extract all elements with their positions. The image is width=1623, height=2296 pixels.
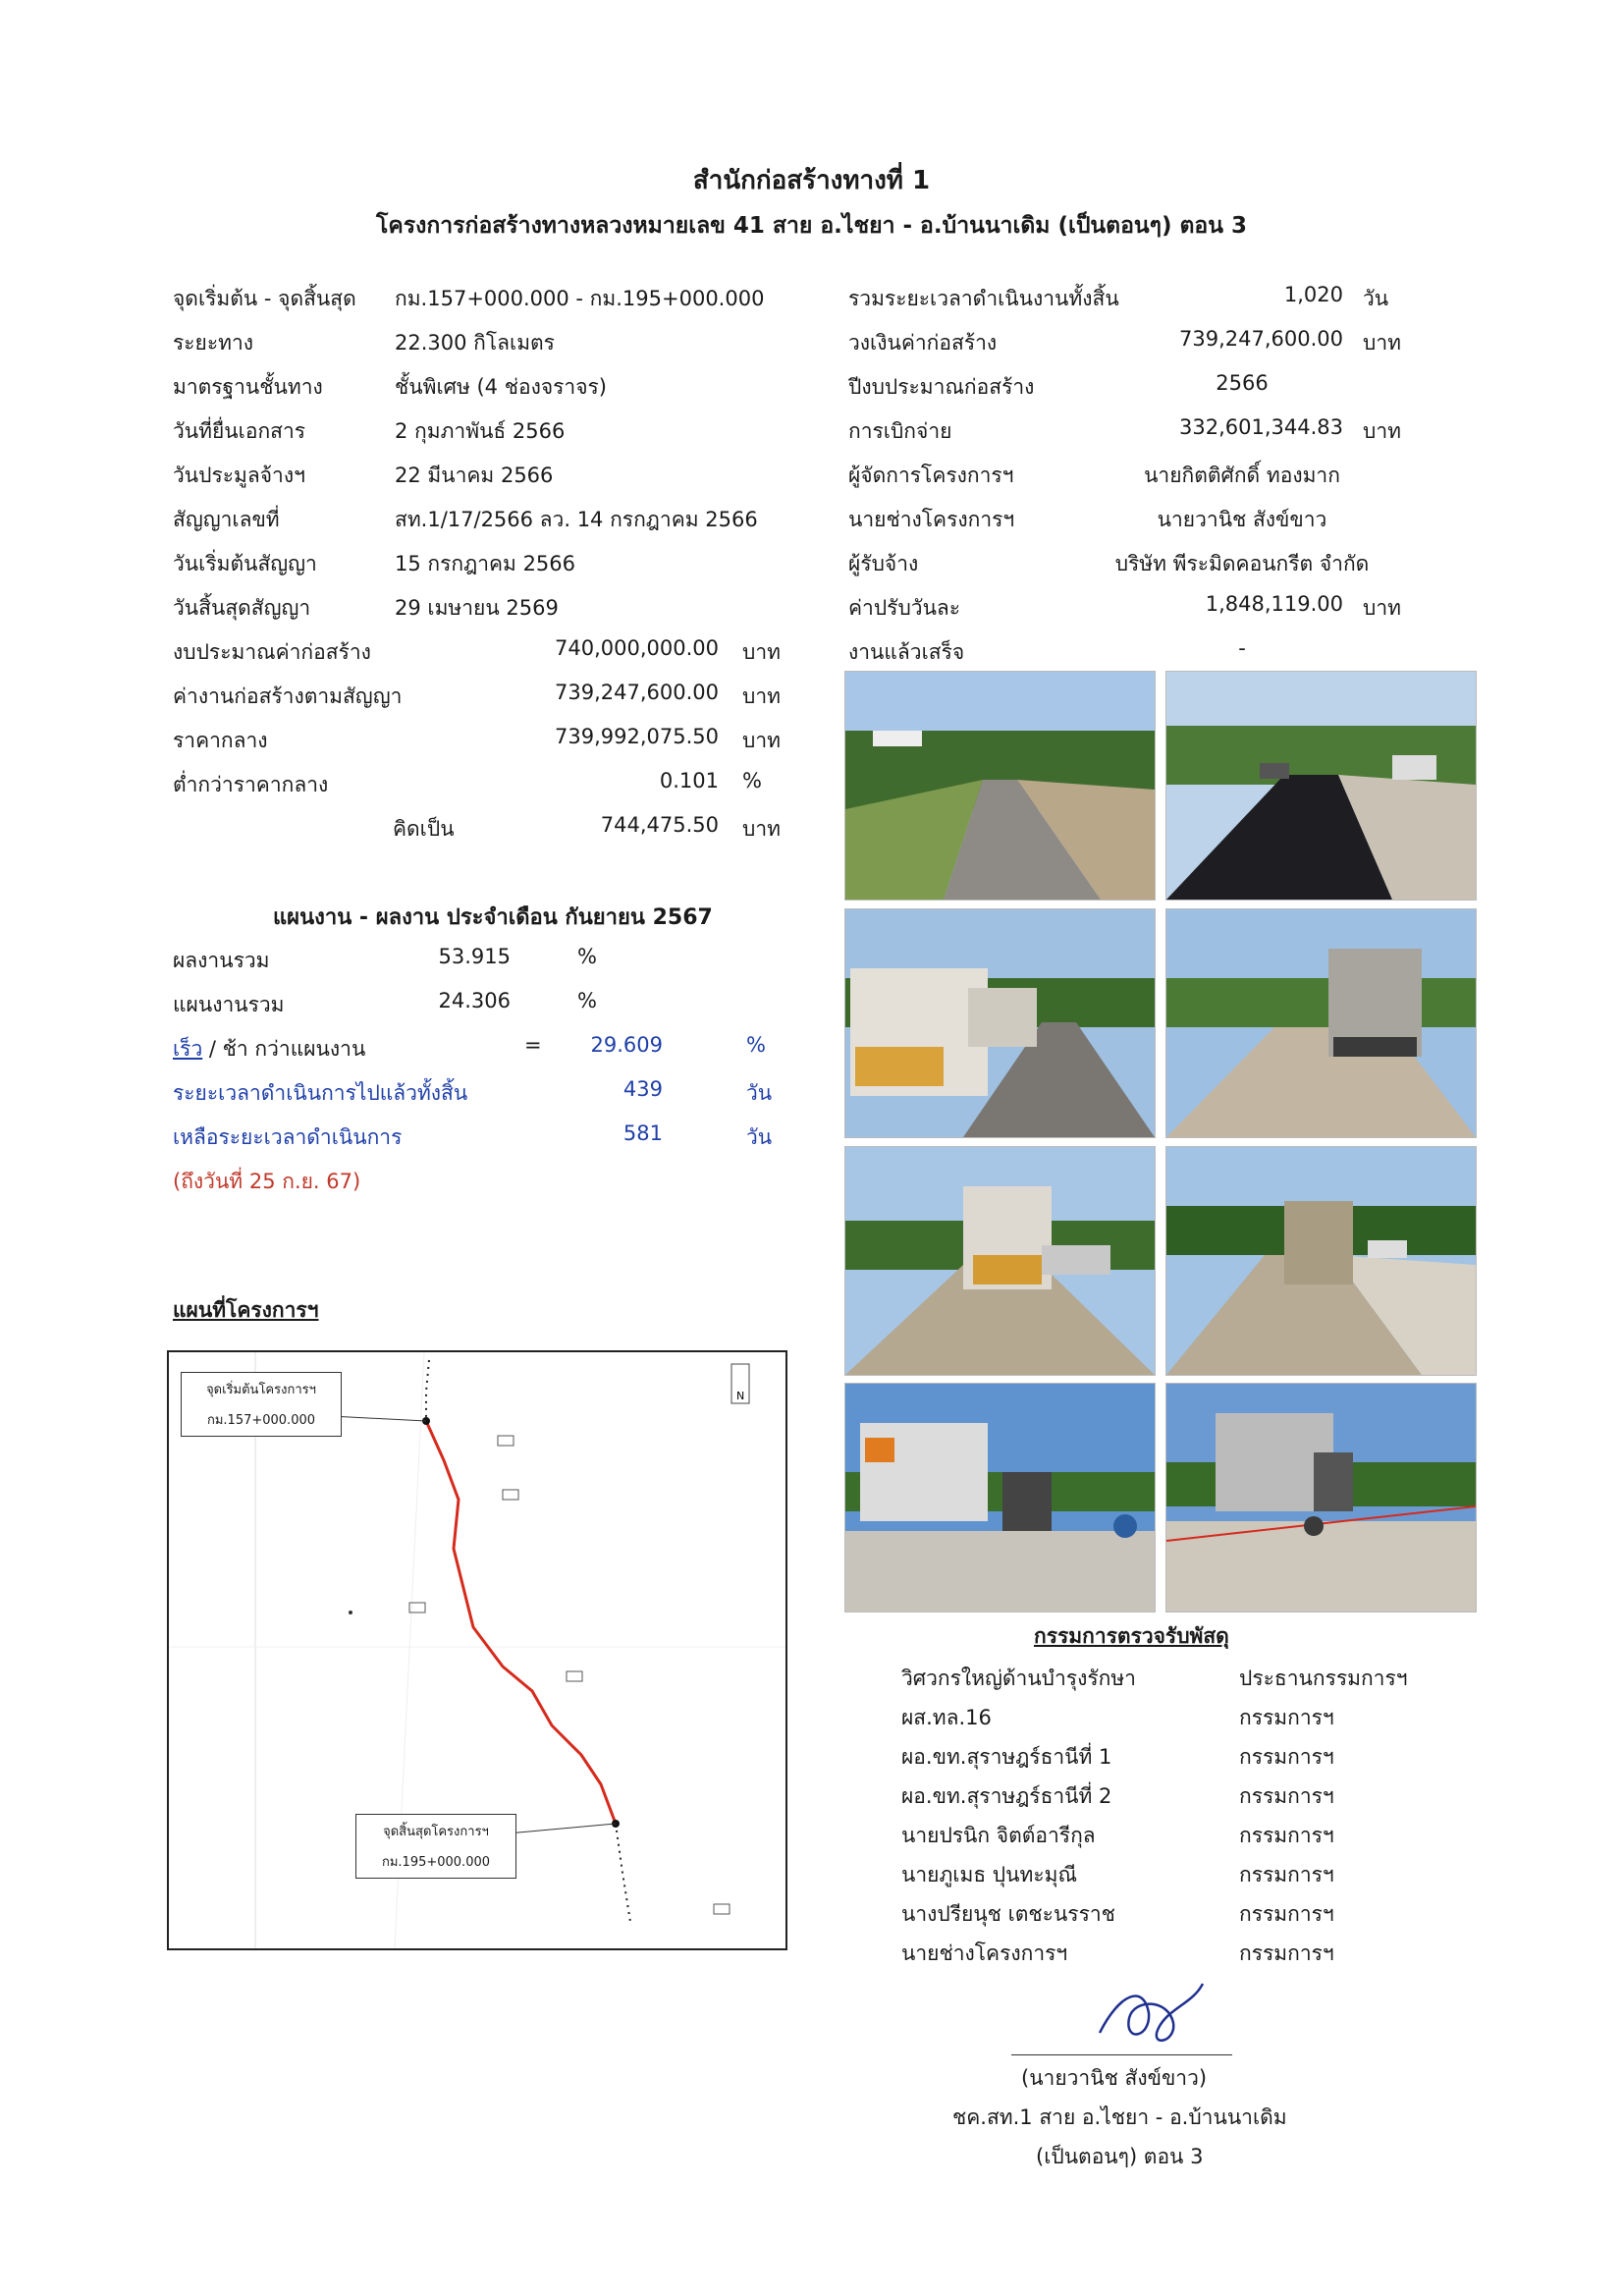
plan-label: แผนงานรวม bbox=[173, 993, 285, 1016]
committee-member-name: ผอ.ขท.สุราษฎร์ธานีที่ 2 bbox=[901, 1784, 1112, 1808]
elapsed-value: 439 bbox=[622, 1077, 663, 1101]
map-start-label bbox=[181, 1372, 342, 1437]
actual-label: ผลงานรวม bbox=[173, 949, 270, 972]
committee-member-role: กรรมการฯ bbox=[1239, 1706, 1334, 1729]
signatory-name: (นายวานิช สังข์ขาว) bbox=[1021, 2066, 1208, 2090]
info-value: 29 เมษายน 2569 bbox=[395, 596, 559, 620]
right-info-value: 2566 bbox=[1216, 371, 1269, 395]
photo-paver-2 bbox=[1165, 1383, 1477, 1613]
plan-value: 24.306 bbox=[438, 989, 511, 1012]
info-value: สท.1/17/2566 ลว. 14 กรกฎาคม 2566 bbox=[395, 508, 758, 531]
info-label: มาตรฐานชั้นทาง bbox=[173, 375, 323, 399]
map-heading: แผนที่โครงการฯ bbox=[173, 1298, 319, 1322]
right-info-label: นายช่างโครงการฯ bbox=[848, 508, 1015, 531]
map-end-label bbox=[355, 1814, 516, 1879]
diff-value: 29.609 bbox=[590, 1033, 663, 1057]
right-info-label: ผู้จัดการโครงการฯ bbox=[848, 464, 1014, 487]
info-label: วันประมูลจ้างฯ bbox=[173, 464, 305, 487]
map-end-title: จุดสิ้นสุดโครงการฯ bbox=[383, 1825, 489, 1839]
map-start-title: จุดเริ่มต้นโครงการฯ bbox=[206, 1383, 316, 1397]
actual-value: 53.915 bbox=[438, 945, 511, 968]
right-info-label: รวมระยะเวลาดำเนินงานทั้งสิ้น bbox=[848, 287, 1119, 310]
committee-member-name: นายช่างโครงการฯ bbox=[901, 1941, 1068, 1965]
info-value: 15 กรกฎาคม 2566 bbox=[395, 552, 576, 575]
project-map bbox=[167, 1350, 787, 1950]
svg-text:N: N bbox=[736, 1390, 745, 1402]
committee-member-name: นายภูเมธ ปุนทะมุณี bbox=[901, 1863, 1077, 1886]
committee-member-name: วิศวกรใหญ่ด้านบำรุงรักษา bbox=[901, 1667, 1136, 1690]
signature-line bbox=[1011, 2054, 1232, 2055]
photo-milling-machine bbox=[844, 908, 1156, 1138]
photo-roller-2 bbox=[1165, 1146, 1477, 1376]
committee-member-role: กรรมการฯ bbox=[1239, 1745, 1334, 1769]
amount-label: งบประมาณค่าก่อสร้าง bbox=[173, 640, 371, 664]
committee-member-role: กรรมการฯ bbox=[1239, 1941, 1334, 1965]
remaining-value: 581 bbox=[622, 1121, 663, 1145]
right-info-label: วงเงินค่าก่อสร้าง bbox=[848, 331, 998, 355]
right-info-value: 1,848,119.00 bbox=[1205, 592, 1343, 616]
amount-unit: บาท bbox=[742, 684, 781, 708]
amount-label: ต่ำกว่าราคากลาง bbox=[173, 773, 329, 796]
office-title: สำนักก่อสร้างทางที่ 1 bbox=[692, 166, 931, 195]
committee-member-name: ผส.ทล.16 bbox=[901, 1706, 992, 1729]
info-label: วันสิ้นสุดสัญญา bbox=[173, 596, 311, 620]
compare-label: กว่าแผนงาน bbox=[247, 1037, 366, 1061]
amount-unit: บาท bbox=[742, 817, 781, 841]
photo-truck bbox=[1165, 908, 1477, 1138]
amount-value: 739,247,600.00 bbox=[555, 681, 719, 704]
diff-unit: % bbox=[746, 1033, 766, 1057]
as-of-date: (ถึงวันที่ 25 ก.ย. 67) bbox=[173, 1170, 361, 1193]
amount-label: ค่างานก่อสร้างตามสัญญา bbox=[173, 684, 403, 708]
progress-heading: แผนงาน - ผลงาน ประจำเดือน กันยายน 2567 bbox=[273, 905, 713, 930]
remaining-unit: วัน bbox=[746, 1125, 773, 1149]
info-label: วันที่ยื่นเอกสาร bbox=[173, 419, 306, 443]
right-info-unit: บาท bbox=[1363, 331, 1401, 355]
amount-unit: บาท bbox=[742, 640, 781, 664]
amount-value: 0.101 bbox=[659, 769, 719, 793]
right-info-value: - bbox=[1238, 636, 1246, 660]
committee-member-role: กรรมการฯ bbox=[1239, 1784, 1334, 1808]
right-info-label: ค่าปรับวันละ bbox=[848, 596, 961, 620]
right-info-label: การเบิกจ่าย bbox=[848, 419, 952, 443]
info-label: จุดเริ่มต้น - จุดสิ้นสุด bbox=[173, 287, 356, 310]
signatory-section: (เป็นตอนๆ) ตอน 3 bbox=[1036, 2145, 1204, 2168]
elapsed-unit: วัน bbox=[746, 1081, 773, 1105]
right-info-value: นายกิตติศักดิ์ ทองมาก bbox=[1144, 464, 1340, 487]
committee-heading: กรรมการตรวจรับพัสดุ bbox=[1034, 1624, 1229, 1648]
map-start-km: กม.157+000.000 bbox=[206, 1413, 316, 1428]
plan-unit: % bbox=[577, 989, 597, 1012]
project-title: โครงการก่อสร้างทางหลวงหมายเลข 41 สาย อ.ไชยา - อ.บ้านนาเดิม (เป็นตอนๆ) ตอน 3 bbox=[376, 213, 1247, 239]
right-info-unit: บาท bbox=[1363, 419, 1401, 443]
info-label: ระยะทาง bbox=[173, 331, 254, 355]
info-value: 22 มีนาคม 2566 bbox=[395, 464, 554, 487]
info-label: สัญญาเลขที่ bbox=[173, 508, 280, 531]
committee-member-role: กรรมการฯ bbox=[1239, 1863, 1334, 1886]
amount-label: คิดเป็น bbox=[393, 817, 455, 841]
right-info-value: บริษัท พีระมิดคอนกรีต จำกัด bbox=[1114, 552, 1370, 575]
compare-equals: = bbox=[524, 1033, 542, 1057]
info-value: ชั้นพิเศษ (4 ช่องจราจร) bbox=[395, 375, 607, 399]
photo-paver-1 bbox=[844, 1383, 1156, 1613]
route-line bbox=[426, 1421, 616, 1824]
committee-member-name: นางปรียนุช เตชะนรราช bbox=[901, 1902, 1115, 1926]
committee-member-name: ผอ.ขท.สุราษฎร์ธานีที่ 1 bbox=[901, 1745, 1112, 1769]
fast-word: เร็ว bbox=[173, 1037, 203, 1061]
committee-member-name: นายปรนิก จิตต์อารีกุล bbox=[901, 1824, 1096, 1847]
amount-unit: บาท bbox=[742, 729, 781, 752]
info-value: 2 กุมภาพันธ์ 2566 bbox=[395, 419, 566, 443]
amount-label: ราคากลาง bbox=[173, 729, 268, 752]
right-info-value: 1,020 bbox=[1283, 283, 1343, 306]
compare-row bbox=[173, 1033, 365, 1066]
right-info-value: นายวานิช สังข์ขาว bbox=[1157, 508, 1327, 531]
signatory-position: ชค.สท.1 สาย อ.ไชยา - อ.บ้านนาเดิม bbox=[952, 2105, 1287, 2129]
committee-member-role: กรรมการฯ bbox=[1239, 1824, 1334, 1847]
right-info-label: งานแล้วเสร็จ bbox=[848, 640, 965, 664]
right-info-value: 332,601,344.83 bbox=[1179, 415, 1343, 439]
photo-road-paved bbox=[1165, 671, 1477, 901]
amount-value: 740,000,000.00 bbox=[555, 636, 719, 660]
slow-word: / ช้า bbox=[202, 1037, 248, 1061]
info-value: กม.157+000.000 - กม.195+000.000 bbox=[395, 287, 765, 310]
remaining-label: เหลือระยะเวลาดำเนินการ bbox=[173, 1125, 403, 1149]
amount-value: 744,475.50 bbox=[600, 813, 719, 837]
info-label: วันเริ่มต้นสัญญา bbox=[173, 552, 317, 575]
right-info-unit: วัน bbox=[1363, 287, 1389, 310]
amount-unit: % bbox=[742, 769, 762, 793]
right-info-unit: บาท bbox=[1363, 596, 1401, 620]
map-end-km: กม.195+000.000 bbox=[381, 1855, 491, 1870]
committee-member-role: ประธานกรรมการฯ bbox=[1239, 1667, 1408, 1690]
signature-image bbox=[1090, 1974, 1217, 2057]
actual-unit: % bbox=[577, 945, 597, 968]
photo-road-milling bbox=[844, 671, 1156, 901]
right-info-label: ผู้รับจ้าง bbox=[848, 552, 919, 575]
right-info-value: 739,247,600.00 bbox=[1179, 327, 1343, 351]
elapsed-label: ระยะเวลาดำเนินการไปแล้วทั้งสิ้น bbox=[173, 1081, 468, 1105]
info-value: 22.300 กิโลเมตร bbox=[395, 331, 555, 355]
right-info-label: ปีงบประมาณก่อสร้าง bbox=[848, 375, 1035, 399]
photo-roller-1 bbox=[844, 1146, 1156, 1376]
committee-member-role: กรรมการฯ bbox=[1239, 1902, 1334, 1926]
amount-value: 739,992,075.50 bbox=[555, 725, 719, 748]
